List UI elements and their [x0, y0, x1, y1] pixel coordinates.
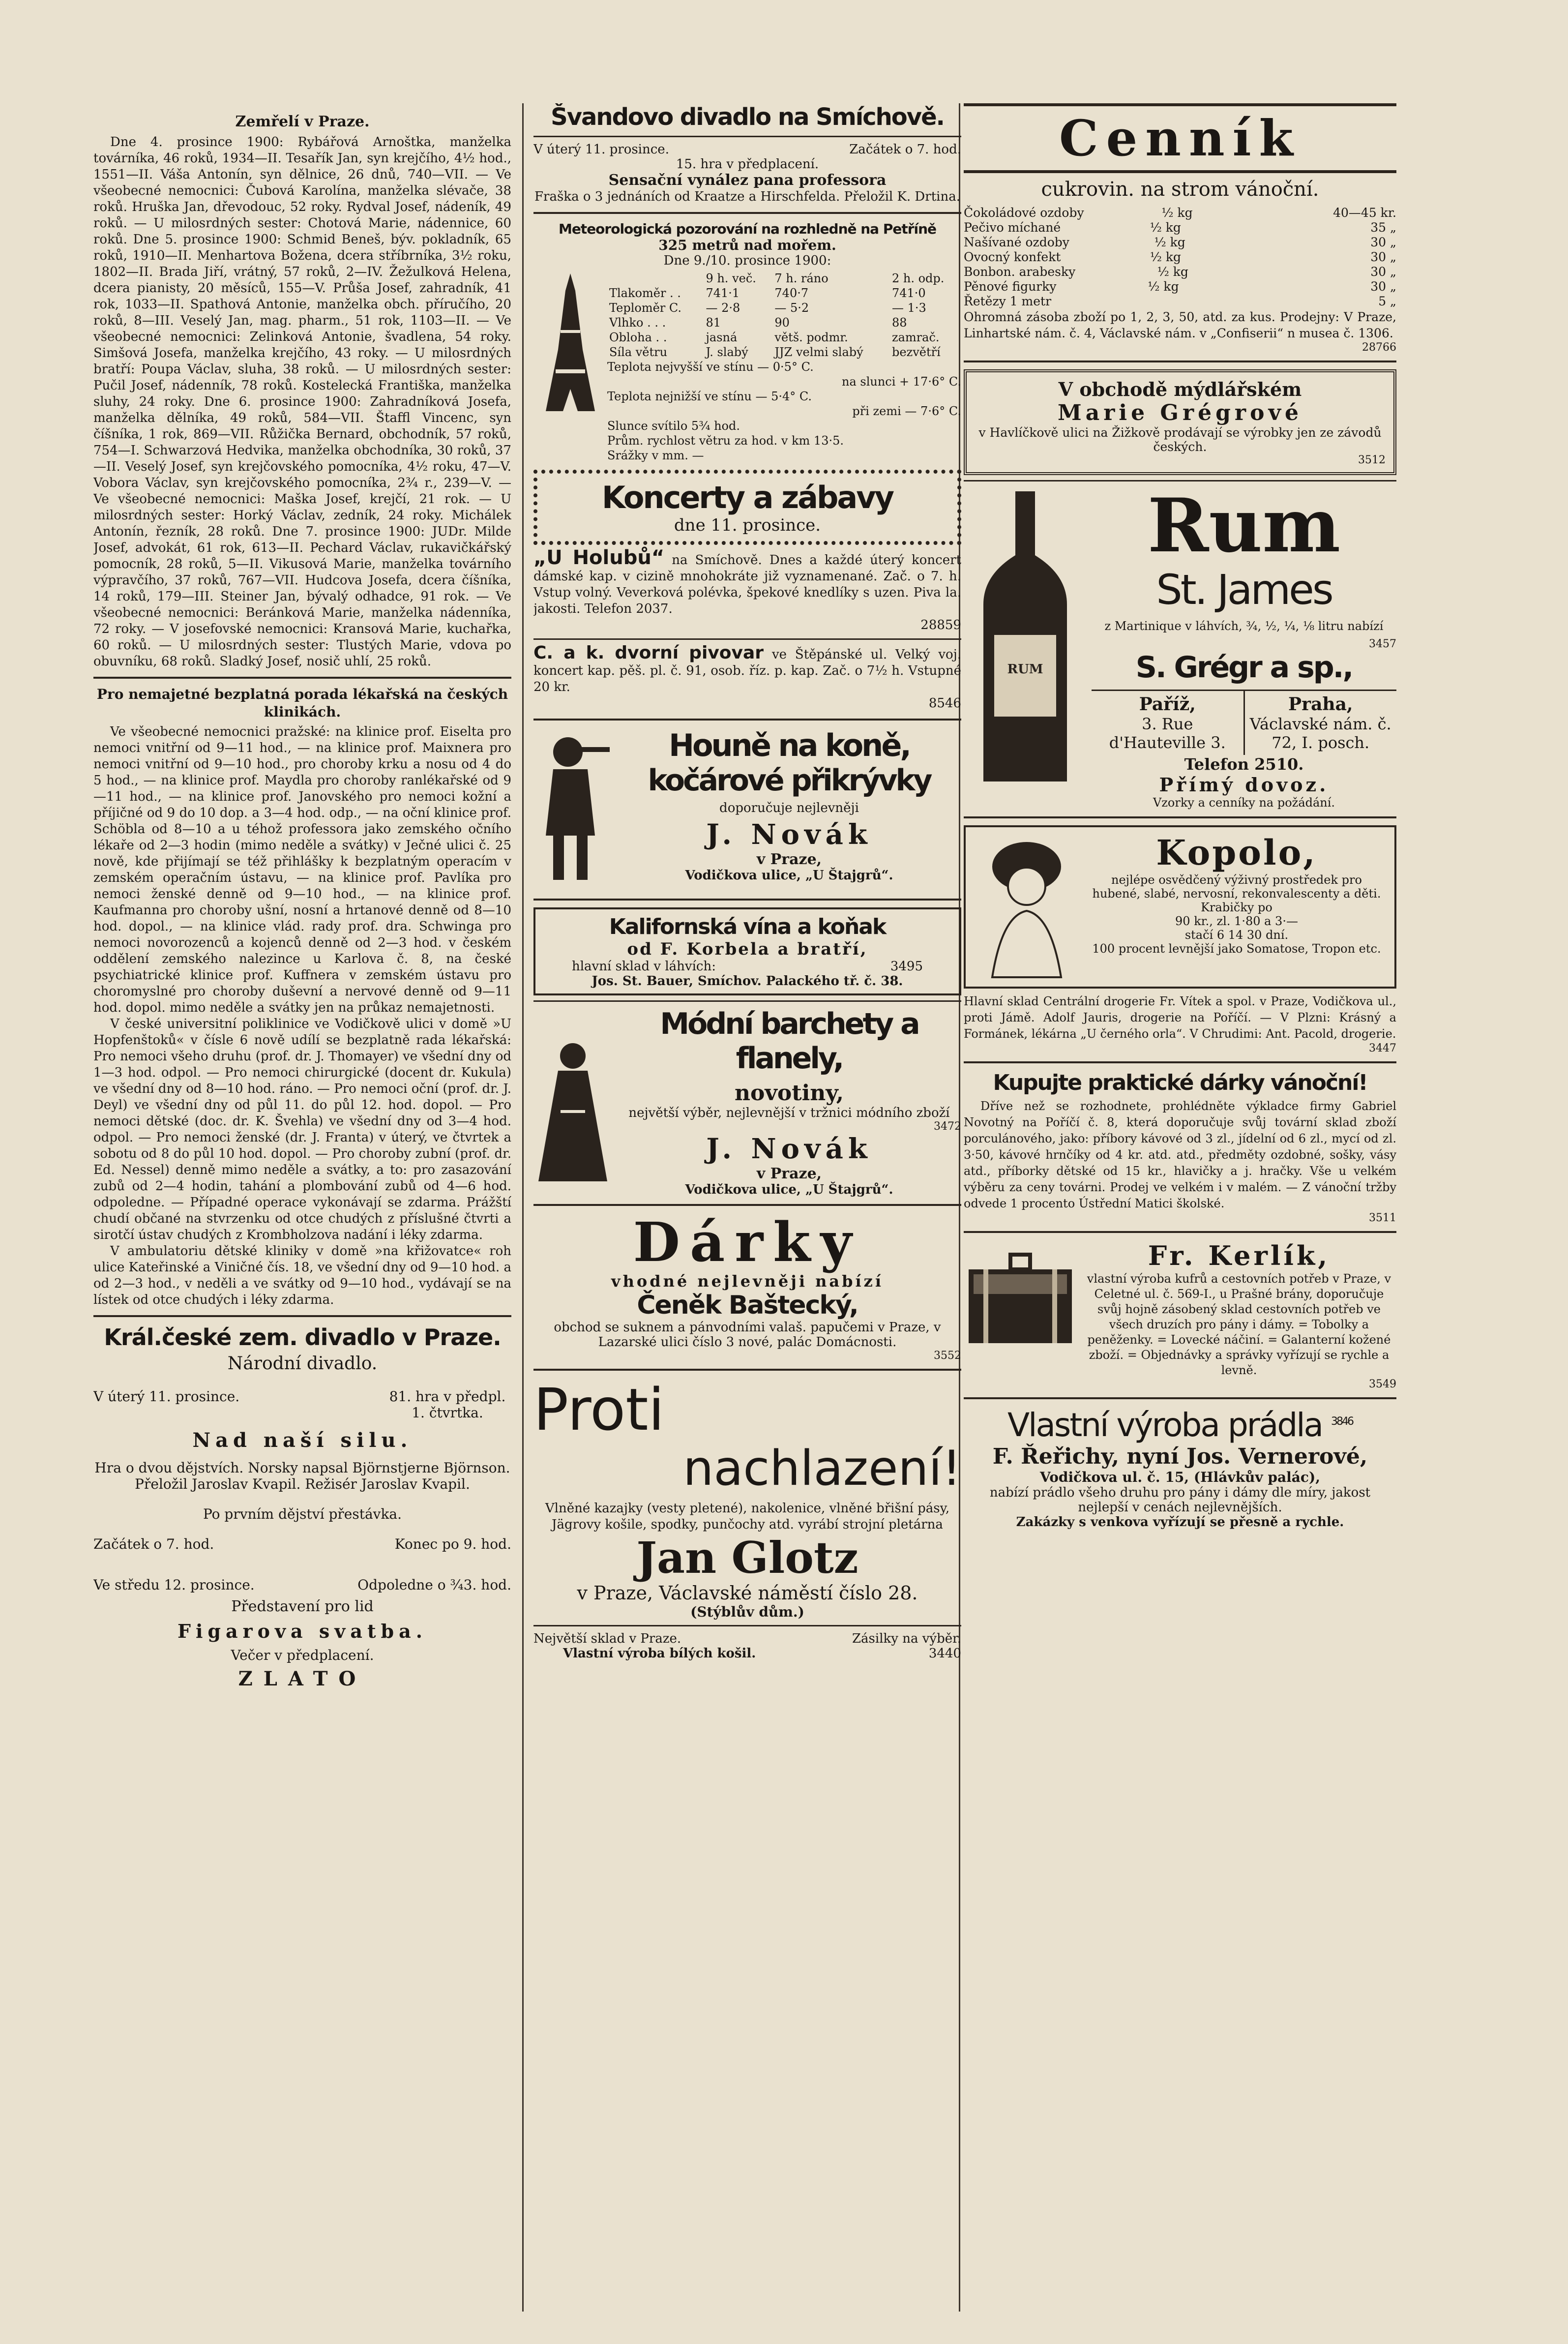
- meteo-altitude: 325 metrů nad mořem.: [658, 237, 836, 253]
- kupujte-title: Kupujte praktické dárky vánoční!: [993, 1070, 1367, 1095]
- price-item: Pečivo míchané: [964, 220, 1061, 235]
- meteo-cell: 741·1: [706, 286, 740, 300]
- california-wine-ad: [533, 907, 961, 995]
- meteo-cell: Vlhko . . .: [609, 316, 666, 330]
- price-list: [964, 206, 1396, 309]
- price-item: Ovocný konfekt: [964, 250, 1061, 264]
- meteo-cell: zamrač.: [891, 331, 940, 344]
- concerts-title: Koncerty a zábavy: [601, 480, 893, 515]
- theatre-subtitle: Národní divadlo.: [227, 1353, 378, 1374]
- meteo-cell: větš. podmr.: [774, 331, 848, 344]
- meteo-cell: 88: [891, 316, 907, 330]
- kupujte-text: Dříve než se rozhodnete, prohlédněte výkladce firmy Gabriel Novotný na Poříčí č. 8, která doporučuje svůj tovární sklad zboží porculánového, jako: příbory kávové od 3 zl., jídelní od 6 zl., mycí od zl. 3·50, kávové hrnčíky od 4 kr. atd. atd., předměty ozdobné, sošky, vásy atd., příborky dětské od 15 kr., hlavičky a j. hračky. Vše u velkém výběru za ceny továrni. Prodej ve velkém i v malém. — Z vánoční tržby odvede 1 procento Ústřední Matici školské.: [964, 1099, 1396, 1210]
- holubu-number: 28859: [920, 618, 961, 632]
- mydlar-title: V obchodě mýdlářském: [1058, 378, 1302, 400]
- theatre-date-row: [93, 1388, 511, 1421]
- price-item: Pěnové figurky: [964, 279, 1057, 294]
- samples-note: Vzorky a cenníky na požádání.: [1153, 796, 1335, 810]
- svandovo-date: V úterý 11. prosince.: [533, 142, 669, 157]
- dvorni-pivovar-name: C. a k. dvorní pivovar: [533, 643, 764, 663]
- kopolo-duration: stačí 6 14 30 dní.: [1184, 928, 1289, 942]
- meteo-col: 9 h. več.: [706, 271, 756, 285]
- divider: [533, 638, 961, 640]
- houne-title: Houně na koně,: [669, 727, 910, 763]
- trumpeter-icon: [533, 727, 612, 890]
- divider: [533, 212, 961, 214]
- direct-import: Přímý dovoz.: [1159, 774, 1329, 796]
- price-value: 40—45 kr.: [1333, 206, 1396, 220]
- meteo-cell: 741·0: [891, 286, 926, 300]
- evening-note: Večer v předplacení.: [231, 1647, 374, 1663]
- second-date: Ve středu 12. prosince.: [93, 1577, 255, 1593]
- meteo-row: [607, 330, 961, 345]
- date2-row: [93, 1577, 511, 1593]
- meteo-col: 2 h. odp.: [891, 271, 945, 285]
- kerlik-text: vlastní výroba kufrů a cestovních potřeb v Praze, v Celetné ul. č. 569-I., u Prašné brány, doporučuje svůj hojně zásobený sklad cestovních potřeb ve všech druzích pro pány i dámy. = Tobolky a peněženky. = Lovecké náčiní. = Galanterní kožené zboží. = Objednávky a správky vyřízují se rychle a levně.: [1087, 1272, 1391, 1377]
- theatre-subscription: 81. hra v předpl. 1. čtvrtka.: [389, 1388, 506, 1421]
- gregr-name: S. Grégr a sp.,: [1135, 650, 1353, 685]
- vlastni-orders: Zakázky s venkova vyřízují se přesně a rychle.: [1016, 1515, 1344, 1530]
- price-row: [964, 220, 1396, 235]
- price-unit: ½ kg: [1150, 250, 1182, 264]
- kopolo-number: 3447: [1369, 1042, 1396, 1054]
- deaths-text: Dne 4. prosince 1900: Rybářová Arnoštka, manželka továrníka, 46 roků, 1934—II. Tesařík Jan, syn krejčího, 4½ hod., 1551—II. Váša Antonín, syn dělnice, 26 dnů, 740—VII. — Ve všeobecné nemocnici: Čubová Karolína, manželka slévače, 38 roků. Hruška Jan, dřevodouc, 52 roky. Rydval Josef, nádeník, 49 roků. — U milosrdných sester: Chotová Marie, nádennice, 60 roků. Dne 5. prosince 1900: Schmid Beneš, býv. pokladník, 65 roků, 1910—II. Menhartova Božena, dcera stříbrníka, 3½ roku, 1802—II. Brada Jiří, vrátný, 57 roků, 2—IV. Žežulková Helena, dcera pianisty, 20 měsíců, 155—V. Průša Josef, zahradník, 41 rok, 1033—II. Spathová Antonie, manželka obch. příručího, 20 roků, 8—III. Veselý Jan, mag. pharm., 51 rok, 1103—II. — Ve všeobecné nemocnici: Zelinková Antonie, švadlena, 54 roky. Simšová Josefa, manželka krejčího, 43 roky. — U milosrdných bratří: Poupa Václav, sluha, 38 roků. — U milosrdných sester: Pučil Josef, nádenník, 78 roků. Kostelecká Františka, manželka sluhy, 24 roky. Dne 6. prosince 1900: Zahradníková Josefa, manželka dělníka, 49 roků, 584—VII. Štaffl Vincenc, syn číšníka, 1 rok, 869—VII. Růžička Bernard, obchodník, 57 roků, 754—I. Schwarzová Hedvika, manželka obchodníka, 30 roků, 37—II. Veselý Josef, syn krejčovského pomocníka, 4½ roku, 47—V. Vobora Václav, syn krejčovského pomocníka, 2¾ r., 239—V. — Ve všeobecné nemocnici: Maška Josef, krejčí, 21 rok. — U milosrdných sester: Horký Václav, zedník, 24 roky. Michálek Antonín, řezník, 28 roků. Dne 7. prosince 1900: JUDr. Milde Josef, advokát, 61 rok, 613—II. Pechard Václav, rukavičkářský pomocník, 28 roků, 5—II. Vikusová Marie, manželka továrního výpravčího, 37 roků, 767—VII. Hudcova Josefa, dcera číšníka, 14 roků, 179—III. Steiner Jan, bývalý odhadce, 91 rok. — Ve všeobecné nemocnici: Beránková Marie, manželka nádenníka, 72 roky. — V josefovské nemocnici: Kransová Marie, kuchařka, 60 roků. — U milosrdných sester: Tlustých Marie, vdova po obuvníku, 68 roků. Sladký Josef, nosič uhlí, 25 roků.: [93, 135, 511, 669]
- play-title-2: Figarova svatba.: [178, 1620, 427, 1642]
- holubu-name: „U Holubů“: [533, 546, 665, 569]
- meteo-cell: jasná: [706, 331, 738, 344]
- kerlik-number: 3549: [1369, 1378, 1396, 1390]
- divider: [93, 677, 511, 679]
- kopolo-text: nejlépe osvědčený výživný prostředek pro hubené, slabé, nervosní, rekonvalescenty a děti.: [1092, 873, 1381, 901]
- pariz-block: [1092, 691, 1245, 755]
- divider: [964, 816, 1396, 818]
- svandovo-title: Švandovo divadlo na Smíchově.: [551, 103, 944, 131]
- divider: [533, 1204, 961, 1206]
- vlastni-address: Vodičkova ul. č. 15, (Hlávkův palác),: [1040, 1469, 1320, 1485]
- column-middle: [533, 103, 961, 2316]
- time-row: [93, 1536, 511, 1552]
- meteo-cell: 81: [706, 316, 721, 330]
- houne-recommend: doporučuje nejlevněji: [719, 801, 859, 815]
- price-row: [964, 250, 1396, 265]
- vlastni-title: [964, 1406, 1396, 1444]
- price-row: [964, 235, 1396, 250]
- barchety-ad: [533, 1007, 961, 1197]
- divider: [533, 1369, 961, 1371]
- meteo-cell: 90: [774, 316, 790, 330]
- barchety-title: Módní barchety a flanely,: [660, 1007, 918, 1076]
- divider: [533, 136, 961, 137]
- meteo-cell: Tlakoměr . .: [609, 286, 681, 300]
- meteo-row: [607, 345, 961, 360]
- gregr-locations: [1092, 690, 1396, 755]
- novak-city: v Praze,: [756, 851, 822, 868]
- kopolo-sklad: Hlavní sklad Centrální drogerie Fr. Vítek a spol. v Praze, Vodičkova ul., proti Jámě. Adolf Jauris, drogerie na Poříčí. — V Plzni: Krásný a Formánek, lékárna „U černého orla“. V Chrudimi: Ant. Pacold, drogerie.: [964, 994, 1396, 1041]
- houne-content: [617, 727, 961, 892]
- kopolo-prices: 90 kr., zl. 1·80 a 3·—: [1175, 914, 1298, 928]
- wine-number: 3495: [890, 959, 923, 974]
- price-item: Čokoládové ozdoby: [964, 206, 1084, 220]
- woman-portrait-illustration: [973, 832, 1086, 982]
- cennik-text: Ohromná zásoba zboží po 1, 2, 3, 50, atd. za kus. Prodejny: V Praze, Linhartské nám. č. 4, Václavské nám. v „Confiserii“ n musea č. 1306.: [964, 310, 1396, 340]
- price-value: 30 „: [1370, 250, 1396, 264]
- column-left: [93, 103, 511, 2316]
- kerlik-content: [1082, 1240, 1396, 1390]
- glotz-ad: [533, 1378, 961, 1661]
- kopolo-boxes: Krabičky po: [1201, 901, 1272, 914]
- meteo-note: Teplota nejnižší ve stínu — 5·4° C.: [607, 390, 812, 403]
- clinic-heading: Pro nemajetné bezplatná porada lékařská na českých klinikách.: [96, 686, 508, 720]
- darky-ad: [533, 1210, 961, 1362]
- meteo-header-row: [607, 271, 961, 286]
- wine-title: Kalifornská vína a koňak: [609, 914, 886, 939]
- rum-content: [1092, 482, 1396, 810]
- wine-firm: od F. Korbela a bratří,: [627, 939, 868, 959]
- glotz-vyroba: Vlastní výroba bílých košil.: [563, 1646, 756, 1661]
- afternoon-time: Odpoledne o ¾3. hod.: [357, 1577, 511, 1593]
- novak2-city: v Praze,: [756, 1165, 822, 1182]
- rum-bottle-illustration: [964, 486, 1092, 810]
- meteo-cell: — 5·2: [774, 301, 809, 315]
- dvorni-pivovar-number: 8546: [928, 696, 961, 711]
- kopolo-desc: 100 procent levnější jako Somatose, Tropon etc.: [1092, 942, 1381, 956]
- svandovo-subscription: 15. hra v předplacení.: [676, 157, 819, 172]
- dvorni-pivovar-text: ve Štěpánské ul. Velký voj. koncert kap. pěš. pl. č. 91, osob. říz. p. kap. Zač. o 7½ h. Vstupné 20 kr.: [533, 647, 961, 694]
- vlastni-title-text: Vlastní výroba prádla: [1007, 1406, 1322, 1444]
- meteo-cell: — 2·8: [706, 301, 740, 315]
- bastecky-text: obchod se suknem a pánvodními valaš. papučemi v Praze, v Lazarské ulici číslo 3 nové, palác Domácnosti.: [554, 1320, 941, 1350]
- rerichy-name: F. Řeřichy, nyní Jos. Vernerové,: [992, 1444, 1368, 1469]
- cennik-subtitle: cukrovin. na strom vánoční.: [1041, 178, 1319, 201]
- meteo-notes: [607, 360, 961, 463]
- play-description: Hra o dvou dějstvích. Norsky napsal Björnstjerne Björnson. Přeložil Jaroslav Kvapil. Režisér Jaroslav Kvapil.: [94, 1460, 510, 1492]
- trunk-illustration: [964, 1240, 1082, 1390]
- divider: [533, 1000, 961, 1002]
- kerlik-ad: [964, 1240, 1396, 1390]
- meteo-cell: 740·7: [774, 286, 809, 300]
- kopolo-ad: [964, 825, 1396, 989]
- praha-label: Praha,: [1288, 694, 1353, 715]
- kopolo-content: [1086, 832, 1388, 982]
- meteo-cell: bezvětří: [891, 345, 941, 359]
- meteo-note: Srážky v mm. —: [607, 449, 704, 462]
- price-item: Našívané ozdoby: [964, 235, 1069, 249]
- trunk-icon: [964, 1250, 1077, 1348]
- meteo-note: při zemi — 7·6° C.: [852, 404, 961, 418]
- price-unit: ½ kg: [1150, 220, 1181, 235]
- price-value: 35 „: [1370, 220, 1396, 235]
- theatre-title: Král.české zem. divadlo v Praze.: [104, 1324, 501, 1351]
- glotz-name: Jan Glotz: [636, 1532, 858, 1583]
- column-rule: [522, 103, 524, 2312]
- svandovo-play: Sensační vynález pana professora: [608, 172, 887, 189]
- kerlik-name: Fr. Kerlík,: [1148, 1240, 1331, 1271]
- petrin-tower-illustration: [533, 271, 607, 414]
- meteo-table-wrap: [607, 271, 961, 463]
- price-value: 30 „: [1370, 279, 1396, 294]
- divider: [964, 1397, 1396, 1399]
- vlastni-number: 3846: [1331, 1415, 1353, 1428]
- holubu-text: na Smíchově. Dnes a každé úterý koncert dámské kap. v cizině mnohokráte již vyznamenané. Zač. o 7. h. Vstup volný. Veverková polévka, špekové knedlíky s uzen. Piva la. jakosti. Telefon 2037.: [533, 553, 961, 616]
- barchety-text: největší výběr, nejlevnější v tržnici módního zboží: [628, 1106, 950, 1120]
- deaths-heading: Zemřelí v Praze.: [235, 113, 370, 130]
- rum-title: Rum: [1147, 482, 1341, 569]
- praha-block: [1245, 691, 1397, 755]
- theatre-date: V úterý 11. prosince.: [93, 1388, 240, 1405]
- barchety-content: [617, 1007, 961, 1197]
- end-time: Konec po 9. hod.: [394, 1536, 511, 1552]
- cennik-banner: [964, 103, 1396, 173]
- price-unit: ½ kg: [1157, 265, 1188, 279]
- divider: [93, 1315, 511, 1317]
- bottle-icon: [964, 486, 1087, 791]
- meteo-cell: — 1·3: [891, 301, 926, 315]
- woman-icon: [533, 1036, 612, 1184]
- pariz-address: 3. Rue d'Hauteville 3.: [1109, 715, 1226, 752]
- glotz-address-2: (Stýblův dům.): [690, 1604, 804, 1620]
- meteo-row: [607, 315, 961, 330]
- price-row: [964, 294, 1396, 309]
- rum-text: z Martinique v láhvích, ¾, ½, ¼, ⅛ litru nabízí: [1104, 619, 1384, 633]
- houne-title-2: kočárové přikrývky: [648, 763, 931, 798]
- price-item: Řetězy 1 metr: [964, 294, 1052, 308]
- cennik-number: 28766: [1362, 341, 1396, 354]
- novak2-address: Vodičkova ulice, „U Štajgrů“.: [685, 1182, 893, 1197]
- price-value: 5 „: [1378, 294, 1396, 308]
- barchety-number: 3472: [934, 1120, 961, 1133]
- novak-address: Vodičkova ulice, „U Štajgrů“.: [685, 868, 893, 883]
- portrait-icon: [973, 832, 1081, 980]
- cennik-title: Cenník: [1059, 109, 1301, 167]
- meteo-row: [607, 286, 961, 301]
- vlastni-text: nabízí prádlo všeho druhu pro pány i dámy dle míry, jakost nejlepší v cenách nejlevnějších.: [989, 1485, 1371, 1515]
- meteo-table: [607, 271, 961, 360]
- wine-address: Jos. St. Bauer, Smíchov. Palackého tř. č. 38.: [592, 974, 903, 989]
- meteo-note: na slunci + 17·6° C.: [842, 375, 961, 389]
- novak2-name: J. Novák: [706, 1133, 872, 1165]
- glotz-sklad: Největší sklad v Praze.: [533, 1631, 681, 1646]
- column-right: [964, 103, 1396, 2316]
- price-row: [964, 265, 1396, 279]
- price-unit: [1145, 294, 1224, 309]
- svandovo-date-row: [533, 142, 961, 157]
- darky-text: vhodné nejlevněji nabízí: [611, 1272, 884, 1291]
- houne-ad: [533, 727, 961, 892]
- wine-sklad: hlavní sklad v láhvích:: [572, 959, 716, 974]
- holubu-ad: [533, 546, 961, 633]
- proti-title: Proti: [533, 1376, 665, 1443]
- price-unit: ½ kg: [1148, 279, 1179, 294]
- divider: [964, 361, 1396, 362]
- meteo-date: Dne 9./10. prosince 1900:: [663, 253, 831, 268]
- play-title: Nad naší silu.: [192, 1429, 413, 1452]
- divider: [964, 1061, 1396, 1063]
- divider: [964, 1231, 1396, 1233]
- meteo-cell: Obloha . .: [609, 331, 667, 344]
- start-time: Začátek o 7. hod.: [93, 1536, 214, 1552]
- mydlar-text: v Havlíčkově ulici na Žižkově prodávají se výrobky jen ze závodů českých.: [978, 425, 1382, 454]
- praha-address: Václavské nám. č. 72, I. posch.: [1249, 715, 1391, 752]
- glotz-sklad-row: [533, 1631, 961, 1646]
- mydlar-ad: [964, 369, 1396, 475]
- glotz-text: Vlněné kazajky (vesty pletené), nakolenice, vlněné břišní pásy, Jägrovy košile, spodky, punčochy atd. vyrábí strojní pletárna: [545, 1501, 950, 1532]
- meteo-col: 7 h. ráno: [774, 271, 828, 285]
- divider: [533, 1625, 961, 1626]
- tower-icon: [541, 271, 600, 414]
- intermission-note: Po prvním dějství přestávka.: [203, 1506, 402, 1522]
- wine-sklad-row: [542, 959, 952, 974]
- rum-number: 3457: [1369, 638, 1396, 650]
- meteo-note: Teplota nejvyšší ve stínu — 0·5° C.: [607, 360, 814, 374]
- woman-figure-illustration: [533, 1007, 617, 1197]
- bastecky-number: 3552: [934, 1350, 961, 1362]
- dvorni-pivovar-ad: [533, 645, 961, 712]
- price-row: [964, 279, 1396, 294]
- barchety-novelty: novotiny,: [735, 1081, 844, 1106]
- price-row: [964, 206, 1396, 220]
- meteo-cell: JJZ velmi slabý: [774, 345, 863, 359]
- kupujte-number: 3511: [1369, 1212, 1396, 1224]
- novak-name: J. Novák: [706, 818, 872, 851]
- public-performance: Představení pro lid: [231, 1598, 374, 1615]
- meteo-block: [533, 271, 961, 463]
- divider: [964, 480, 1396, 481]
- meteo-note: Slunce svítilo 5¾ hod.: [607, 419, 740, 433]
- boy-trumpet-illustration: [533, 727, 617, 892]
- price-unit: ½ kg: [1161, 206, 1193, 220]
- meteo-cell: J. slabý: [706, 345, 748, 359]
- nachlazeni-title: nachlazení!: [683, 1441, 961, 1497]
- svg-text:RUM: RUM: [1007, 662, 1043, 677]
- price-value: 30 „: [1370, 235, 1396, 249]
- divider: [533, 899, 961, 901]
- pariz-label: Paříž,: [1139, 694, 1196, 715]
- vlastni-vyroba-ad: [964, 1406, 1396, 1530]
- mydlar-name: Marie Grégrové: [1057, 400, 1303, 425]
- meteo-row: [607, 301, 961, 315]
- glotz-address: v Praze, Václavské náměstí číslo 28.: [577, 1582, 918, 1604]
- price-value: 30 „: [1370, 265, 1396, 279]
- glotz-number: 3440: [928, 1646, 961, 1661]
- concerts-date: dne 11. prosince.: [674, 515, 821, 535]
- clinic-text: Ve všeobecné nemocnici pražské: na klinice prof. Eiselta pro nemoci vnitřní od 9—11 hod., — na klinice prof. Maixnera pro nemoci vnitřní od 9—10 hod., pro choroby krku a nosu od 4 do 5 hod., — na klinice prof. Maydla pro choroby ranlékařské od 9—11 hod., — na klinice prof. Janovského pro nemoci kožní a příjičné od 9 do 10 dop. a 3—4 hod. odp., — na oční klinice prof. Schöbla od 8—10 a u téhož professora jako zemského očního lékaře od 2—3 hodin (mimo neděle a svátky) v Ječné ulici č. 25 nově, kde přijímají se též přihlášky k bezplatným operacím v zemském operačním ústavu, — na klinice prof. Pavlíka pro nemoci ženské denně od 9—10 hod., — na klinice prof. Kaufmanna pro choroby ušní, nosní a hrtanové denně od 8—10 hod. dopol., — na klinice vlád. rady prof. dra. Schwinga pro nemoci novorozenců a kojenců denně od 2—3 hod. v českém oddělení zemského nalezince u Karlova č. 8, na české psychiatrické klinice prof. Kuffnera v zemském ústavu pro choromyslné pro choroby duševní a nervové denně od 9—11 hod. dopol. mimo neděle a svátky jen na průkaz nemajetnosti. V české universitní poliklinice ve Vodičkově ulici v domě »U Hopfenštoků« v čísle 6 nově udílí se bezplatně rada lékařská: Pro nemoci všeho druhu (prof. dr. J. Thomayer) ve všední dny od 1—3 hod. odpol. — Pro nemoci chirurgické (docent dr. Kukula) ve všední dny od 8—10 hod. ráno. — Pro nemoci oční (prof. dr. J. Deyl) ve všední dny od půl 11. do půl 12. hod. dopol. — Pro nemoci dětské (doc. dr. K. Švehla) ve všední dny od 3—4 hod. odpol. — Pro nemoci ženské (dr. J. Franta) v úterý, ve čtvrtek a sobotu od 8 do půl 10 hod. dopol. — Pro choroby zubní (prof. dr. Ed. Nessel) denně mimo neděle a svátky, a to: pro zasazování zubů od 2—4 hodin, tahání a plombování zubů od 4—6 hod. odpoledne. — Případné operace vykonávají se zdarma. Prážští chudí občané na stvrzenku od otce chudých z příslušné čtvrti a sirotčí ústav chudých z Krombholzova nadání i léky zdarma. V ambulatoriu dětské kliniky v domě »na křižovatce« roh ulice Kateřinské a Viničné čís. 18, ve všední dny od 9—10 hod. a od 2—3 hod., v neděli a ve svátky od 9—10 hod., vydávají se na lístek od otce chudých i léky zdarma.: [93, 724, 511, 1307]
- mydlar-number: 3512: [1358, 454, 1386, 466]
- meteo-cell: Síla větru: [609, 345, 668, 359]
- rum-st-james: St. James: [1156, 566, 1332, 614]
- glotz-vyroba-row: [533, 1646, 961, 1661]
- meteo-title: Meteorologická pozorování na rozhledně na Petříně: [558, 221, 937, 237]
- rum-ad: [964, 482, 1396, 810]
- svandovo-start: Začátek o 7. hod.: [849, 142, 961, 157]
- price-unit: ½ kg: [1154, 235, 1185, 249]
- concerts-box: [533, 470, 961, 545]
- kopolo-title: Kopolo,: [1156, 832, 1317, 873]
- play-title-3: ZLATO: [238, 1667, 367, 1690]
- price-item: Bonbon. arabesky: [964, 265, 1076, 279]
- gregr-phone: Telefon 2510.: [1184, 755, 1304, 774]
- meteo-cell: Teploměr C.: [609, 301, 682, 315]
- meteo-note: Prům. rychlost větru za hod. v km 13·5.: [607, 434, 844, 448]
- divider: [533, 719, 961, 721]
- bastecky-name: Čeněk Baštecký,: [637, 1291, 858, 1320]
- svandovo-desc: Fraška o 3 jednáních od Kraatze a Hirschfelda. Přeložil K. Drtina.: [534, 189, 960, 204]
- glotz-zasilky: Zásilky na výběr.: [852, 1631, 961, 1646]
- darky-title: Dárky: [633, 1210, 862, 1274]
